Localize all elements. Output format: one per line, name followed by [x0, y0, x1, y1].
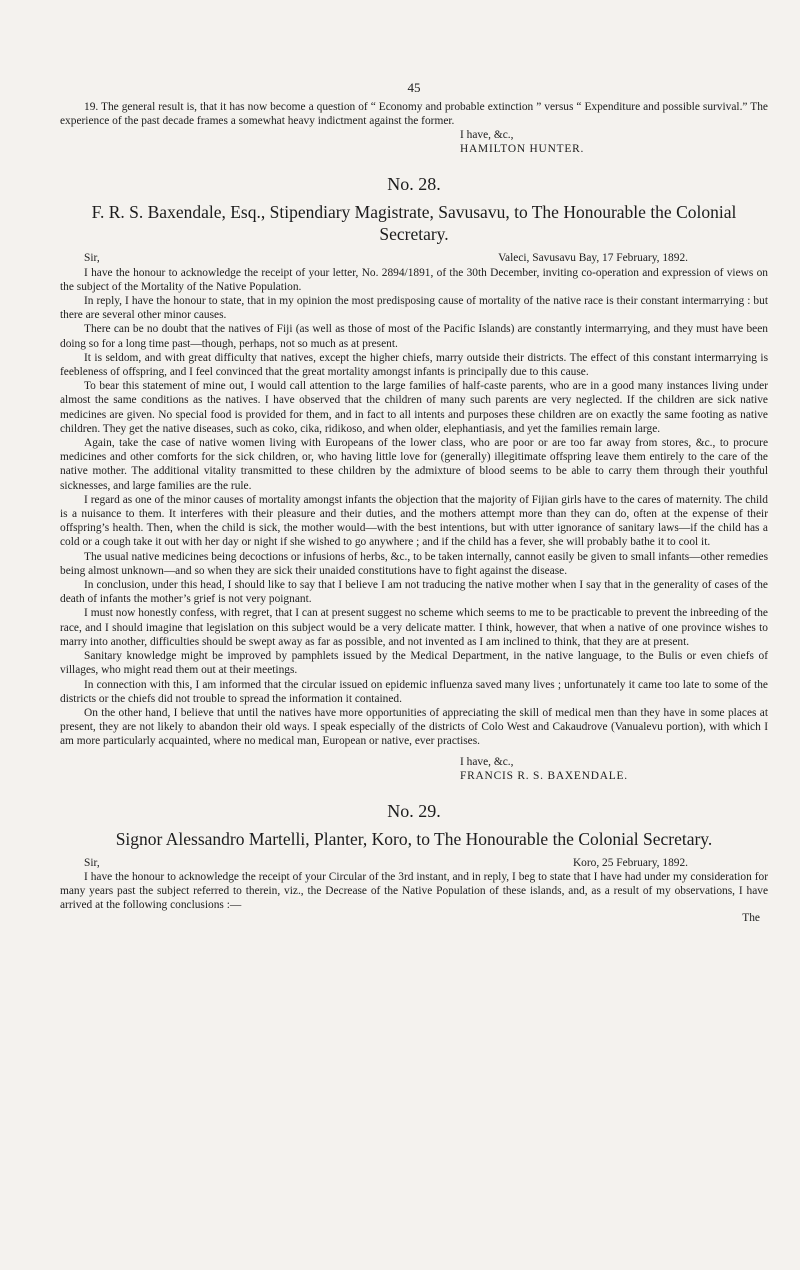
letter-number: No. 29.: [387, 800, 441, 821]
paragraph: I must now honestly confess, with regret, that I can at present suggest no scheme which seems to me to be practicable to prevent the inbreeding of the race, and I should imagine that legislation on this subject would be a very delicate matter. I think, however, that when a native of one province wishes to marry into another, difficulties should be swept away as far as possible, and not invented as I am inclined to think, that they are at present.: [60, 607, 768, 648]
catchword: The: [742, 912, 760, 925]
salutation: Sir,: [84, 252, 100, 265]
paragraph: In reply, I have the honour to state, that in my opinion the most predisposing cause of mortality of the native race is their constant intermarrying : but there are several other minor causes.: [60, 295, 768, 322]
signature: FRANCIS R. S. BAXENDALE.: [460, 769, 628, 782]
paragraph: Sanitary knowledge might be improved by pamphlets issued by the Medical Department, in the native language, to the Bulis or even chiefs of villages, who might read them out at their meetings.: [60, 650, 768, 677]
paragraph: I have the honour to acknowledge the receipt of your letter, No. 2894/1891, of the 30th December, inviting co-operation and expression of views on the subject of the Mortality of the Native Population.: [60, 266, 768, 293]
page-number: 45: [407, 80, 421, 95]
paragraph: Again, take the case of native women living with Europeans of the lower class, who are poor or are too far away from stores, &c., to procure medicines and other comforts for the sick children, or, who having little love for (generally) illegitimate offspring leave them entirely to the care of the native mother. The additional vitality transmitted to these children by the admixture of blood seems to be able to carry them through their youthful sicknesses, and large families are the rule.: [60, 437, 768, 492]
paragraph-19: 19. The general result is, that it has now become a question of “ Economy and probable extinction ” versus “ Expenditure and possible survival.” The experience of the past decade frames a somewhat heavy indictment against the former.: [60, 101, 768, 128]
signature: HAMILTON HUNTER.: [460, 143, 585, 156]
signature-block: [60, 128, 768, 156]
paragraph: On the other hand, I believe that until the natives have more opportunities of appreciating the skill of medical men than they have in some places at present, they are not likely to abandon their old ways. I speak especially of the districts of Colo West and Cakaudrove (Vanualevu portion), with which I am more particularly acquainted, where no medical man, European or native, ever practises.: [60, 706, 768, 748]
signature-block: [60, 755, 768, 783]
letter-title: Signor Alessandro Martelli, Planter, Koro, to The Honourable the Colonial Secretary.: [115, 828, 713, 849]
closing: I have, &c.,: [460, 755, 514, 768]
salutation: Sir,: [84, 856, 100, 869]
salutation-line: [60, 856, 768, 870]
letter-number: No. 28.: [387, 174, 441, 195]
paragraph: I regard as one of the minor causes of mortality amongst infants the objection that the majority of Fijian girls have to the cares of maternity. The child is a nuisance to them. It interferes with their pleasure and their duties, and the mothers attempt more than they can do, often at the expense of their offspring’s health. Then, when the child is sick, the mother would—with the best intentions, but with utter ignorance of sanitary laws—if the child has a cold or a cough take it out with her day or night if she wished to go anywhere ; and if the child has a fever, she will probably bathe it to cool it.: [60, 493, 768, 549]
letter-title: F. R. S. Baxendale, Esq., Stipendiary Magistrate, Savusavu, to The Honourable the Colonial Secretary.: [91, 202, 737, 245]
place-date: Valeci, Savusavu Bay, 17 February, 1892.: [498, 252, 688, 265]
place-date: Koro, 25 February, 1892.: [572, 856, 688, 869]
paragraph: In conclusion, under this head, I should like to say that I believe I am not traducing the native mother when I say that in the generality of cases of the death of infants the mother’s grief is not very poignant.: [60, 579, 768, 606]
paragraph: To bear this statement of mine out, I would call attention to the large families of half-caste parents, who are in a good many instances living under almost the same conditions as the natives. I have observed that the children of many such parents are very neglected. If the children are sick native medicines are given. No special food is provided for them, and in fact to all intents and purposes these children are on exactly the same footing as native children. They get the native diseases, such as coko, cika, ridikoso, and when older, elephantiasis, and yet the families remain large.: [60, 380, 768, 435]
paragraph: It is seldom, and with great difficulty that natives, except the higher chiefs, marry outside their districts. The effect of this constant intermarrying is feebleness of offspring, and I feel convinced that the great mortality amongst infants is principally due to this cause.: [60, 351, 768, 379]
paragraph: In connection with this, I am informed that the circular issued on epidemic influenza saved many lives ; unfortunately it came too late to some of the districts or the chiefs did not trouble to spread the information it contained.: [60, 678, 768, 705]
closing: I have, &c.,: [460, 129, 514, 142]
paragraph: The usual native medicines being decoctions or infusions of herbs, &c., to be taken internally, cannot easily be given to small infants—other remedies being almost unknown—and so when they are sick their unaided constitutions have to fight against the disease.: [60, 550, 768, 577]
document-page: [60, 0, 768, 924]
paragraph: There can be no doubt that the natives of Fiji (as well as those of most of the Pacific Islands) are constantly intermarrying, and they must have been doing so for a long time past—though, perhaps, not so much as at present.: [60, 323, 768, 350]
salutation-line: [60, 251, 768, 265]
paragraph: I have the honour to acknowledge the receipt of your Circular of the 3rd instant, and in reply, I beg to state that I have had under my consideration for many years past the subject referred to therein, viz., the Decrease of the Native Population of these islands, and, as a result of my observations, I have arrived at the following conclusions :—: [60, 870, 768, 912]
